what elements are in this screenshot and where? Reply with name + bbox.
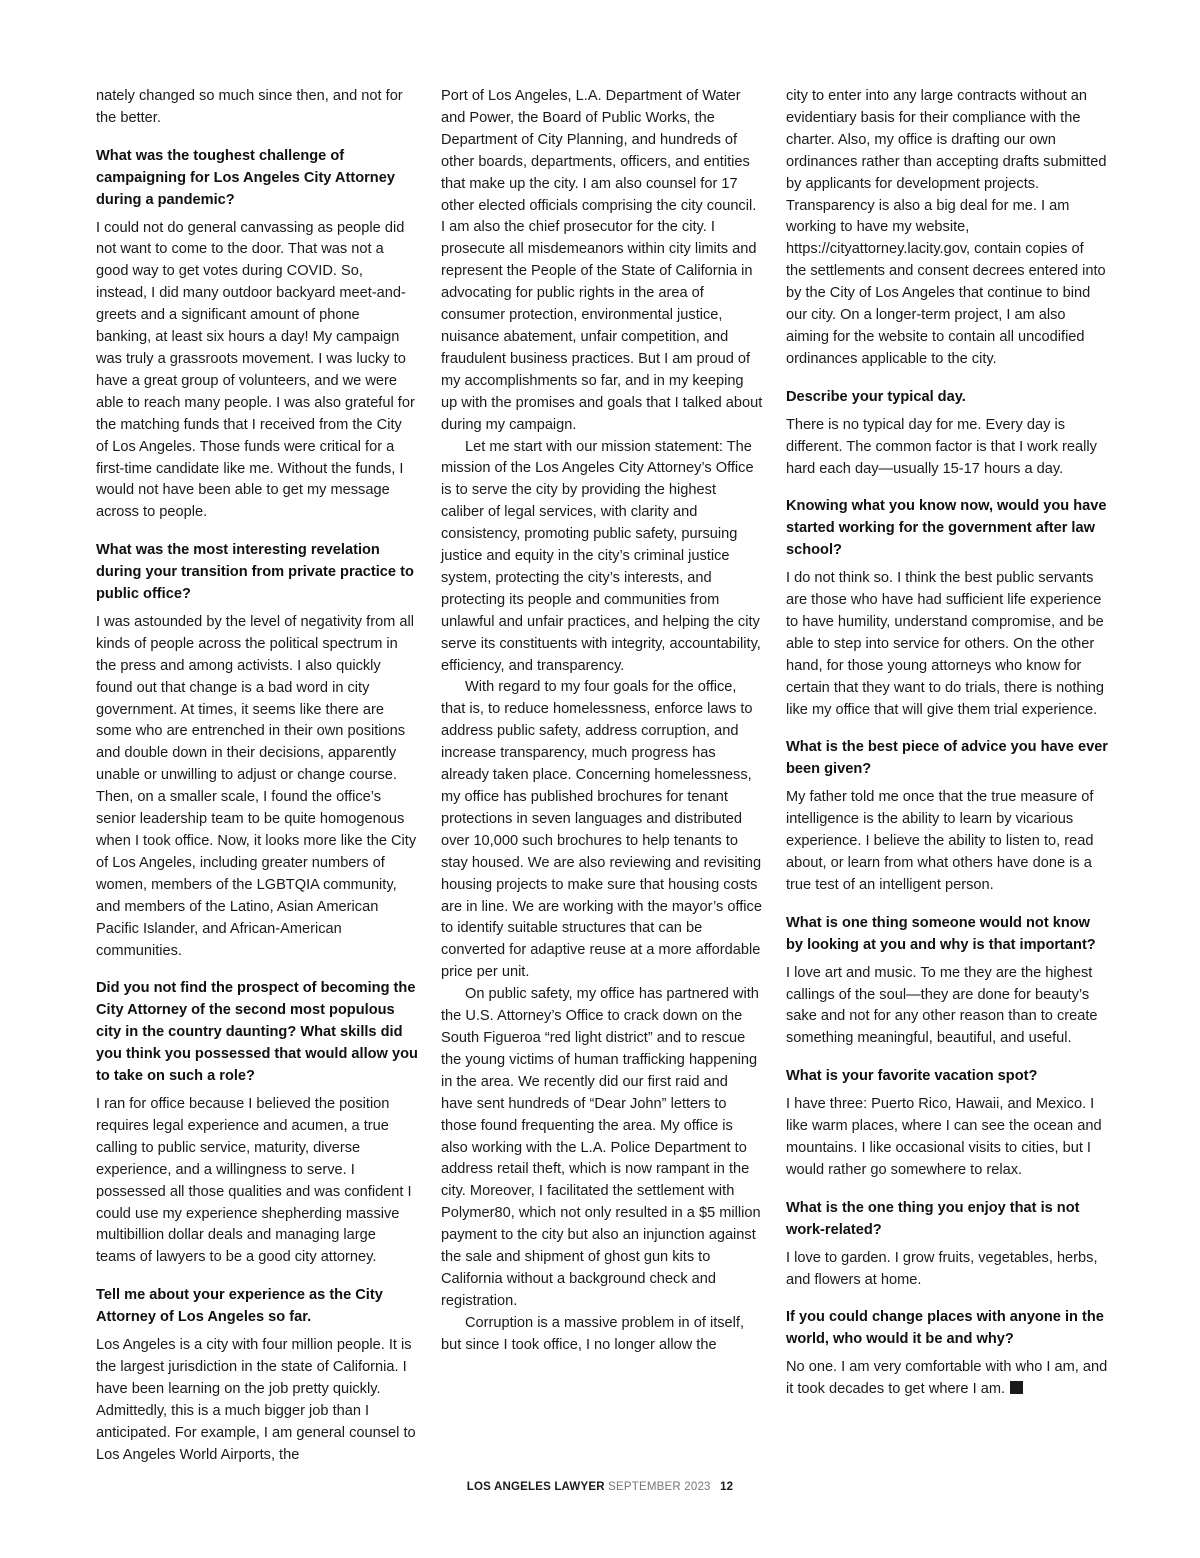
interview-answer: Corruption is a massive problem in of itself, but since I took office, I no longer allow the (441, 1314, 745, 1353)
interview-answer: My father told me once that the true measure of intelligence is the ability to learn by vicarious experience. I believe the ability to listen to, read about, or learn from what others have done is a true test of an intelligent person. (786, 789, 1094, 893)
interview-question: What was the toughest challenge of campaigning for Los Angeles City Attorney during a pandemic? (96, 147, 395, 208)
interview-answer: I could not do general canvassing as people did not want to come to the door. That was not a good way to get votes during COVID. So, instead, I did many outdoor backyard meet-and-greets and a significant amount of phone banking, at least six hours a day! My campaign was truly a grassroots movement. I was lucky to have a great group of volunteers, and we were able to reach many people. I was also grateful for the matching funds that I received from the City of Los Angeles. Those funds were critical for a first-time candidate like me. Without the funds, I would not have been able to get my message across to people. (96, 219, 415, 521)
interview-answer: With regard to my four goals for the office, that is, to reduce homelessness, enforce laws to address public safety, address corruption, and increase transparency, much progress has already taken place. Concerning homelessness, my office has published brochures for tenant protections in seven languages and distributed over 10,000 such brochures to help tenants to stay housed. We are also reviewing and revisiting housing projects to make sure that housing costs are in line. We are working with the mayor’s office to identify suitable structures that can be converted for adaptive reuse at a more affordable price per unit. (441, 679, 762, 981)
interview-question: What is the best piece of advice you have ever been given? (786, 739, 1108, 778)
interview-question: If you could change places with anyone in the world, who would it be and why? (786, 1309, 1104, 1348)
interview-answer: Port of Los Angeles, L.A. Department of Water and Power, the Board of Public Works, the Department of City Planning, and hundreds of other boards, departments, officers, and entities that make up the city. I am also counsel for 17 other elected officials comprising the city council. I am also the chief prosecutor for the city. I prosecute all misdemeanors within city limits and represent the People of the State of California in advocating for public rights in the area of consumer protection, environmental justice, nuisance abatement, unfair competition, and fraudulent business practices. But I am proud of my accomplishments so far, and in my keeping up with the promises and goals that I talked about during my campaign. (441, 88, 763, 433)
interview-answer: I ran for office because I believed the position requires legal experience and acumen, a true calling to public service, maturity, diverse experience, and a willingness to serve. I possessed all those qualities and was confident I could use my experience shepherding massive multibillion dollar deals and managing large teams of lawyers to be a good city attorney. (96, 1095, 412, 1266)
interview-question: What is your favorite vacation spot? (786, 1068, 1038, 1085)
text-column-1 (96, 86, 418, 1466)
page-number: 12 (720, 1481, 734, 1493)
interview-question: Tell me about your experience as the City Attorney of Los Angeles so far. (96, 1287, 383, 1326)
text-column-3 (786, 86, 1108, 1401)
interview-answer: I have three: Puerto Rico, Hawaii, and Mexico. I like warm places, where I can see the ocean and mountains. I like occasional visits to cities, but I would rather go somewhere to relax. (786, 1096, 1102, 1178)
interview-answer: city to enter into any large contracts without an evidentiary basis for their compliance with the charter. Also, my office is drafting our own ordinances rather than accepting drafts submitted by applicants for development projects. Transparency is also a big deal for me. I am working to have my website, https://cityattorney.lacity.gov, contain copies of the settlements and consent decrees entered into by the City of Los Angeles that continue to bind our city. On a longer-term project, I am also aiming for the website to contain all uncodified ordinances applicable to the city. (786, 88, 1107, 367)
interview-answer: I love to garden. I grow fruits, vegetables, herbs, and flowers at home. (786, 1249, 1098, 1288)
text-column-2 (441, 86, 763, 1357)
interview-question: Describe your typical day. (786, 388, 966, 405)
interview-answer: No one. I am very comfortable with who I am, and it took decades to get where I am. (786, 1359, 1108, 1398)
interview-question: What is one thing someone would not know by looking at you and why is that important? (786, 914, 1096, 953)
page-footer (0, 1481, 1200, 1493)
interview-question: What is the one thing you enjoy that is not work-related? (786, 1199, 1080, 1238)
interview-question: Did you not find the prospect of becoming the City Attorney of the second most populous city in the country daunting? What skills did you think you possessed that would allow you to take on such a role? (96, 980, 418, 1085)
interview-question: What was the most interesting revelation during your transition from private practice to public office? (96, 542, 414, 603)
publication-name: LOS ANGELES LAWYER (466, 1481, 605, 1493)
interview-answer: I was astounded by the level of negativity from all kinds of people across the political spectrum in the press and among activists. I also quickly found out that change is a bad word in city government. At times, it seems like there are some who are entrenched in their own positions and double down in their decisions, apparently unable or unwilling to adjust or change course. Then, on a smaller scale, I found the office’s senior leadership team to be quite homogenous when I took office. Now, it looks more like the City of Los Angeles, including greater numbers of women, members of the LGBTQIA community, and members of the Latino, Asian American Pacific Islander, and African-American communities. (96, 613, 417, 959)
end-of-article-mark (1010, 1381, 1023, 1394)
interview-answer: I love art and music. To me they are the highest callings of the soul—they are done for beauty’s sake and not for any other reason than to create something meaningful, beautiful, and useful. (786, 964, 1098, 1047)
interview-answer: Let me start with our mission statement: The mission of the Los Angeles City Attorney’s Office is to serve the city by providing the highest caliber of legal services, with clarity and consistency, promoting public safety, pursuing justice and equity in the city’s criminal justice system, protecting the city’s interests, and protecting its people and communities from unlawful and unfair practices, and helping the city serve its constituents with integrity, accountability, efficiency, and transparency. (441, 438, 761, 674)
issue-date: SEPTEMBER 2023 (608, 1481, 711, 1493)
interview-answer: Los Angeles is a city with four million people. It is the largest jurisdiction in the state of California. I have been learning on the job pretty quickly. Admittedly, this is a much bigger job than I anticipated. For example, I am general counsel to Los Angeles World Airports, the (96, 1337, 416, 1463)
interview-question: Knowing what you know now, would you have started working for the government after law school? (786, 498, 1107, 559)
interview-answer: nately changed so much since then, and not for the better. (96, 88, 403, 126)
interview-answer: I do not think so. I think the best public servants are those who have had sufficient life experience to have humility, understand compromise, and be able to step into service for others. On the other hand, for those young attorneys who know for certain that they want to do trials, there is nothing like my office that will give them trial experience. (786, 570, 1104, 718)
interview-answer: There is no typical day for me. Every day is different. The common factor is that I work really hard each day—usually 15-17 hours a day. (786, 416, 1097, 477)
interview-answer: On public safety, my office has partnered with the U.S. Attorney’s Office to crack down on the South Figueroa “red light district” and to rescue the young victims of human trafficking happening in the area. We recently did our first raid and have sent hundreds of “Dear John” letters to those found frequenting the area. My office is also working with the L.A. Police Department to address retail theft, which is now rampant in the city. Moreover, I facilitated the settlement with Polymer80, which not only resulted in a $5 million payment to the city but also an injunction against the sale and shipment of ghost gun kits to California without a background check and registration. (441, 986, 761, 1309)
